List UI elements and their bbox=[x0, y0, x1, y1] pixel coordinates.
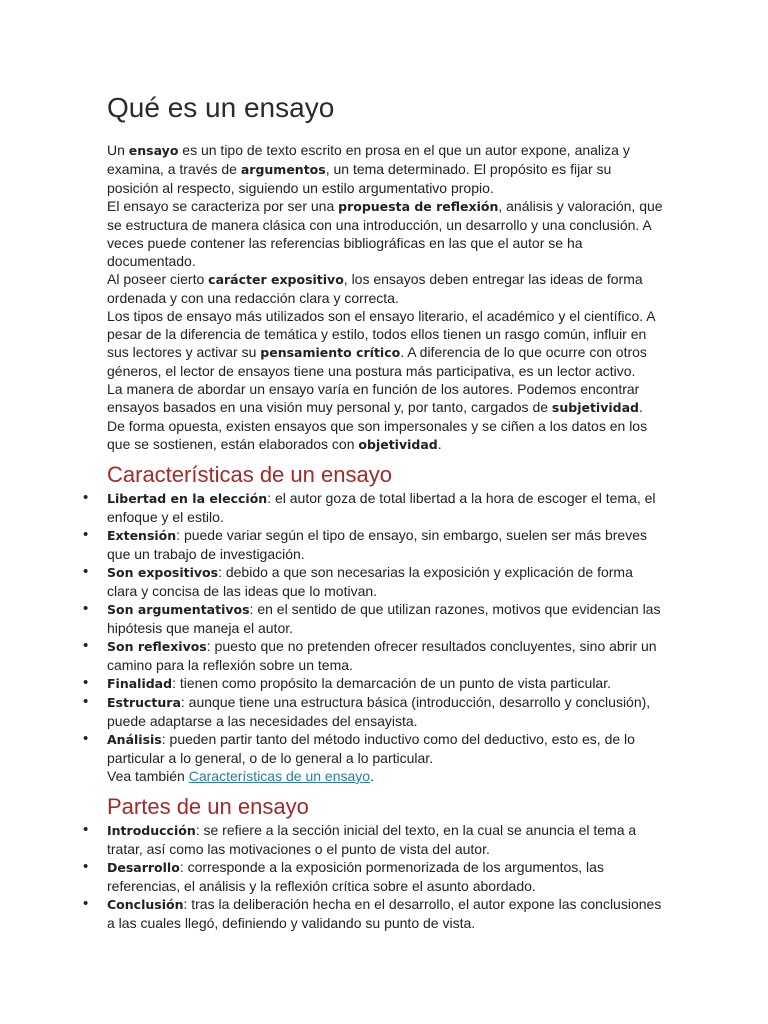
text-run: : corresponde a la exposición pormenorizada de los argumentos, las referencias, el análisis y la reflexión crítica sobre el asunto abordado. bbox=[107, 859, 604, 894]
text-run: : puesto que no pretenden ofrecer resultados concluyentes, sino abrir un camino para la reflexión sobre un tema. bbox=[107, 638, 657, 673]
bold-term: Conclusión bbox=[107, 897, 184, 912]
text-run: : pueden partir tanto del método inductivo como del deductivo, esto es, de lo particular a lo general, o de lo general a lo particular. bbox=[107, 731, 635, 766]
list-item bbox=[107, 821, 663, 858]
list-item bbox=[107, 674, 663, 693]
see-also-line bbox=[107, 767, 663, 785]
bold-term: Son expositivos bbox=[107, 565, 219, 580]
see-also-link[interactable]: Características de un ensayo bbox=[188, 768, 371, 784]
text-run: : tras la deliberación hecha en el desarrollo, el autor expone las conclusiones a las cuales llegó, definiendo y validando su punto de vista. bbox=[107, 896, 662, 931]
section-heading-partes: Partes de un ensayo bbox=[107, 794, 309, 819]
intro-section bbox=[107, 141, 663, 454]
list-item bbox=[107, 489, 663, 526]
text-run: : en el sentido de que utilizan razones, motivos que evidencian las hipótesis que maneja el autor. bbox=[107, 601, 661, 636]
see-also-prefix: Vea también bbox=[107, 768, 189, 784]
list-item bbox=[107, 895, 663, 932]
bold-term: Estructura bbox=[107, 695, 181, 710]
bold-term: Finalidad bbox=[107, 676, 173, 691]
text-run: , un tema determinado. El propósito es fijar su posición al respecto, siguiendo un estilo argumentativo propio. bbox=[107, 161, 612, 196]
list-item bbox=[107, 600, 663, 637]
bold-term: carácter expositivo bbox=[208, 272, 344, 287]
bold-term: Son argumentativos bbox=[107, 602, 250, 617]
list-item bbox=[107, 526, 663, 563]
bold-term: Libertad en la elección bbox=[107, 491, 268, 506]
bold-term: subjetividad bbox=[551, 400, 639, 415]
text-run: . De forma opuesta, existen ensayos que son impersonales y se ciñen a los datos en los que se sostienen, están elaborados con bbox=[107, 399, 648, 452]
text-run: : aunque tiene una estructura básica (introducción, desarrollo y conclusión), puede adaptarse a las necesidades del ensayista. bbox=[107, 694, 651, 729]
text-run: : el autor goza de total libertad a la hora de escoger el tema, el enfoque y el estilo. bbox=[107, 490, 656, 525]
text-run: : tienen como propósito la demarcación de un punto de vista particular. bbox=[172, 675, 611, 691]
intro-paragraph bbox=[107, 197, 663, 270]
bold-term: argumentos bbox=[240, 162, 326, 177]
bold-term: pensamiento crítico bbox=[260, 345, 401, 360]
text-run: : se refiere a la sección inicial del texto, en la cual se anuncia el tema a tratar, así como las motivaciones o el punto de vista del autor. bbox=[107, 822, 637, 857]
text-run: . bbox=[437, 436, 442, 452]
text-run: Un bbox=[107, 142, 129, 158]
list-item bbox=[107, 637, 663, 674]
text-run: El ensayo se caracteriza por ser una bbox=[107, 198, 339, 214]
text-run: Al poseer cierto bbox=[107, 271, 209, 287]
bold-term: ensayo bbox=[128, 143, 179, 158]
caracteristicas-list bbox=[107, 489, 663, 785]
bold-term: propuesta de reflexión bbox=[338, 199, 499, 214]
bold-term: Desarrollo bbox=[107, 860, 180, 875]
list-item bbox=[107, 858, 663, 895]
bold-term: Son reflexivos bbox=[107, 639, 207, 654]
text-run: , análisis y valoración, que se estructura de manera clásica con una introducción, un desarrollo y una conclusión. A veces puede contener las referencias bibliográficas en las que el autor se ha documentado. bbox=[107, 198, 663, 269]
text-run: : puede variar según el tipo de ensayo, sin embargo, suelen ser más breves que un trabajo de investigación. bbox=[107, 527, 647, 562]
text-run: La manera de abordar un ensayo varía en función de los autores. Podemos encontrar ensayos basados en una visión muy personal y, por tanto, cargados de bbox=[107, 381, 640, 415]
list-item bbox=[107, 730, 663, 785]
text-run: . A diferencia de lo que ocurre con otros géneros, el lector de ensayos tiene una postura más participativa, es un lector activo. bbox=[107, 344, 647, 379]
text-run: es un tipo de texto escrito en prosa en el que un autor expone, analiza y examina, a través de bbox=[107, 142, 630, 177]
list-item bbox=[107, 693, 663, 730]
partes-list bbox=[107, 821, 663, 932]
bold-term: Análisis bbox=[107, 732, 162, 747]
text-run: , los ensayos deben entregar las ideas de forma ordenada y con una redacción clara y correcta. bbox=[107, 271, 643, 306]
intro-paragraph bbox=[107, 270, 663, 307]
see-also-suffix: . bbox=[370, 768, 374, 784]
page-title: Qué es un ensayo bbox=[107, 92, 335, 123]
text-run: : debido a que son necesarias la exposición y explicación de forma clara y concisa de las ideas que lo motivan. bbox=[107, 564, 633, 599]
list-item bbox=[107, 563, 663, 600]
section-heading-caracteristicas: Características de un ensayo bbox=[107, 462, 392, 487]
bold-term: Extensión bbox=[107, 528, 177, 543]
intro-paragraph bbox=[107, 307, 663, 380]
text-run: Los tipos de ensayo más utilizados son el ensayo literario, el académico y el científico. A pesar de la diferencia de temática y estilo, todos ellos tienen un rasgo común, influir en sus lectores y activar su bbox=[107, 308, 655, 360]
bold-term: Introducción bbox=[107, 823, 196, 838]
bold-term: objetividad bbox=[358, 437, 438, 452]
intro-paragraph bbox=[107, 380, 663, 454]
intro-paragraph bbox=[107, 141, 663, 197]
